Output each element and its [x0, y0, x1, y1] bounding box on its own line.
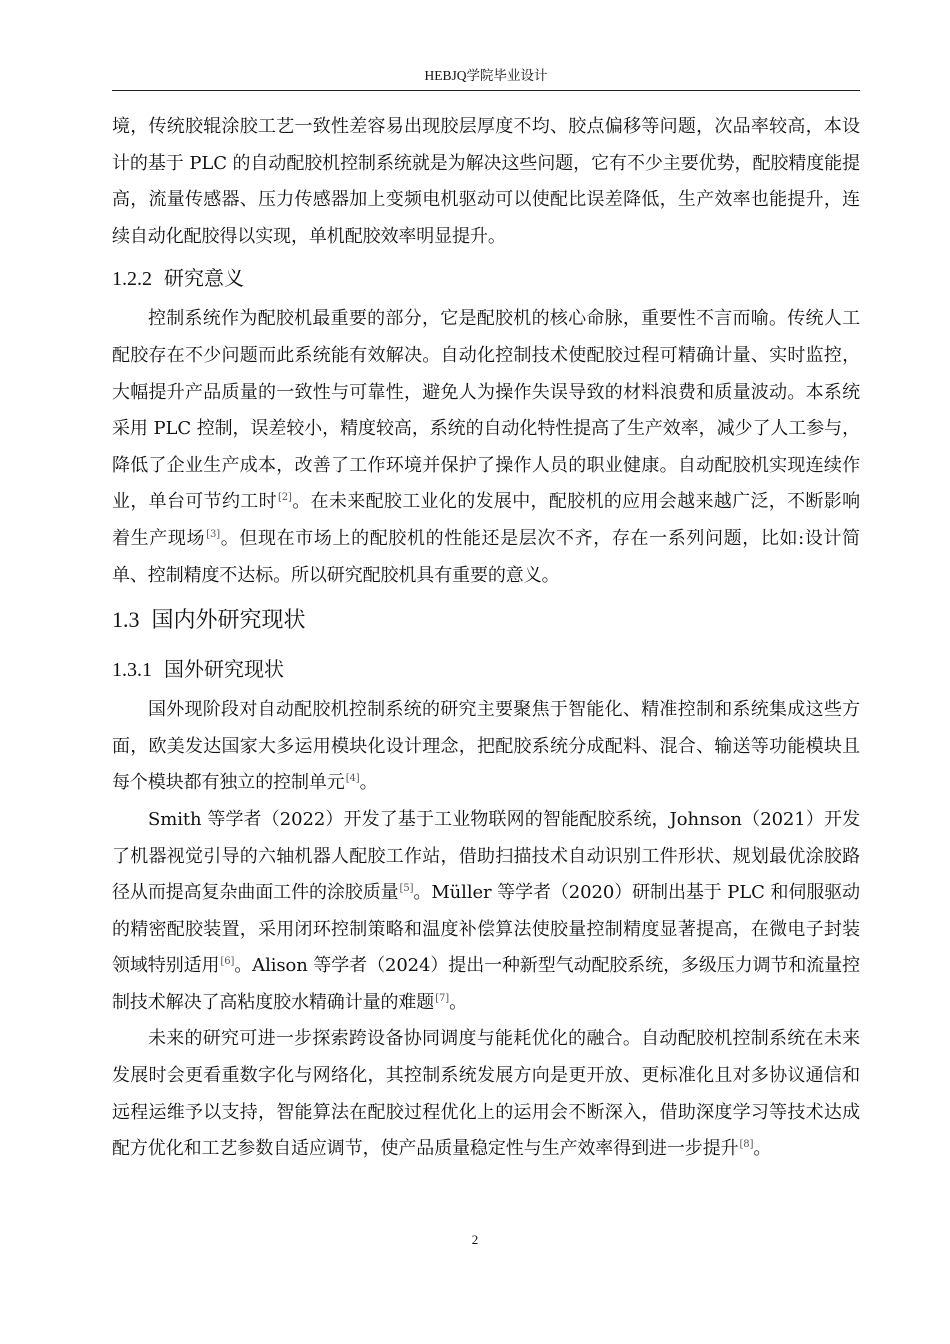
citation-ref: [2] — [277, 492, 292, 504]
text-run: 。Müller 等学者（2020）研制出基于 PLC 和伺服驱动的精密配胶装置，采用闭环控制策略和温度补偿算法使胶量控制精度显著提高，在微电子封装领域特别适用 — [112, 882, 860, 977]
text-run: 。在未来配胶工业化的发展中，配胶机的应用会越来越广泛，不断影响着生产现场 — [112, 491, 860, 549]
section-heading-1-2-2 — [112, 255, 860, 301]
citation-ref: [4] — [345, 773, 360, 785]
text-run: 。但现在市场上的配胶机的性能还是层次不齐，存在一系列问题，比如:设计简单、控制精度不达标。所以研究配胶机具有重要的意义。 — [112, 527, 861, 586]
text-run: Smith 等学者（2022）开发了基于工业物联网的智能配胶系统，Johnson（2021）开发了机器视觉引导的六轴机器人配胶工作站，借助扫描技术自动识别工件形状、规划最优涂胶路径从而提高复杂曲面工件的涂胶质量 — [112, 808, 860, 904]
text-run: 。 — [359, 772, 378, 794]
text-run: 。 — [753, 1138, 772, 1160]
text-run: 控制系统作为配胶机最重要的部分，它是配胶机的核心命脉，重要性不言而喻。传统人工配胶存在不少问题而此系统能有效解决。自动化控制技术使配胶过程可精确计量、实时监控，大幅提升产品质量的一致性与可靠性，避免人为操作失误导致的材料浪费和质量波动。本系统采用 PLC 控制，误差较小，精度较高，系统的自动化特性提高了生产效率，减少了人工参与，降低了企业生产成本，改善了工作环境并保护了操作人员的职业健康。自动配胶机实现连续作业，单台可节约工时 — [112, 308, 860, 513]
section-heading-1-3-1 — [112, 646, 860, 692]
section-number: 1.3.1 — [112, 659, 152, 682]
citation-ref: [8] — [739, 1139, 754, 1151]
paragraph-continued: 境，传统胶辊涂胶工艺一致性差容易出现胶层厚度不均、胶点偏移等问题，次品率较高，本设计的基于 PLC 的自动配胶机控制系统就是为解决这些问题，它有不少主要优势，配胶精度能提高，流量传感器、压力传感器加上变频电机驱动可以使配比误差降低，生产效率也能提升，连续自动化配胶得以实现，单机配胶效率明显提升。 — [112, 116, 860, 247]
section-title: 国外研究现状 — [164, 657, 284, 682]
citation-ref: [6] — [220, 956, 235, 968]
text-run: 。 — [449, 991, 467, 1013]
text-run: 未来的研究可进一步探索跨设备协同调度与能耗优化的融合。自动配胶机控制系统在未来发展时会更看重数字化与网络化，其控制系统发展方向是更开放、更标准化且对多协议通信和远程运维予以支持，智能算法在配胶过程优化上的运用会不断深入，借助深度学习等技术达成配方优化和工艺参数自适应调节，使产品质量稳定性与生产效率得到进一步提升 — [112, 1028, 860, 1160]
section-number: 1.3 — [112, 607, 140, 633]
section-title: 研究意义 — [164, 266, 244, 291]
citation-ref: [7] — [435, 992, 450, 1004]
paragraph-foreign-overview — [112, 692, 860, 802]
citation-ref: [5] — [399, 883, 414, 895]
header-title: HEBJQ学院毕业设计 — [424, 68, 548, 83]
text-run: 。Alison 等学者（2024）提出一种新型气动配胶系统，多级压力调节和流量控制技术解决了高粘度胶水精确计量的难题 — [112, 955, 860, 1013]
section-heading-1-3 — [112, 594, 860, 646]
page-header — [112, 62, 860, 91]
citation-ref: [3] — [206, 528, 221, 540]
document-body — [112, 109, 860, 1168]
section-title: 国内外研究现状 — [151, 608, 306, 634]
section-number: 1.2.2 — [112, 268, 152, 291]
paragraph-research-significance — [112, 301, 860, 594]
page-number: 2 — [471, 1232, 479, 1247]
paragraph-foreign-studies — [112, 802, 860, 1022]
paragraph-future-research — [112, 1021, 860, 1167]
text-run: 国外现阶段对自动配胶机控制系统的研究主要聚焦于智能化、精准控制和系统集成这些方面，欧美发达国家大多运用模块化设计理念，把配胶系统分成配料、混合、输送等功能模块且每个模块都有独立的控制单元 — [112, 699, 860, 794]
